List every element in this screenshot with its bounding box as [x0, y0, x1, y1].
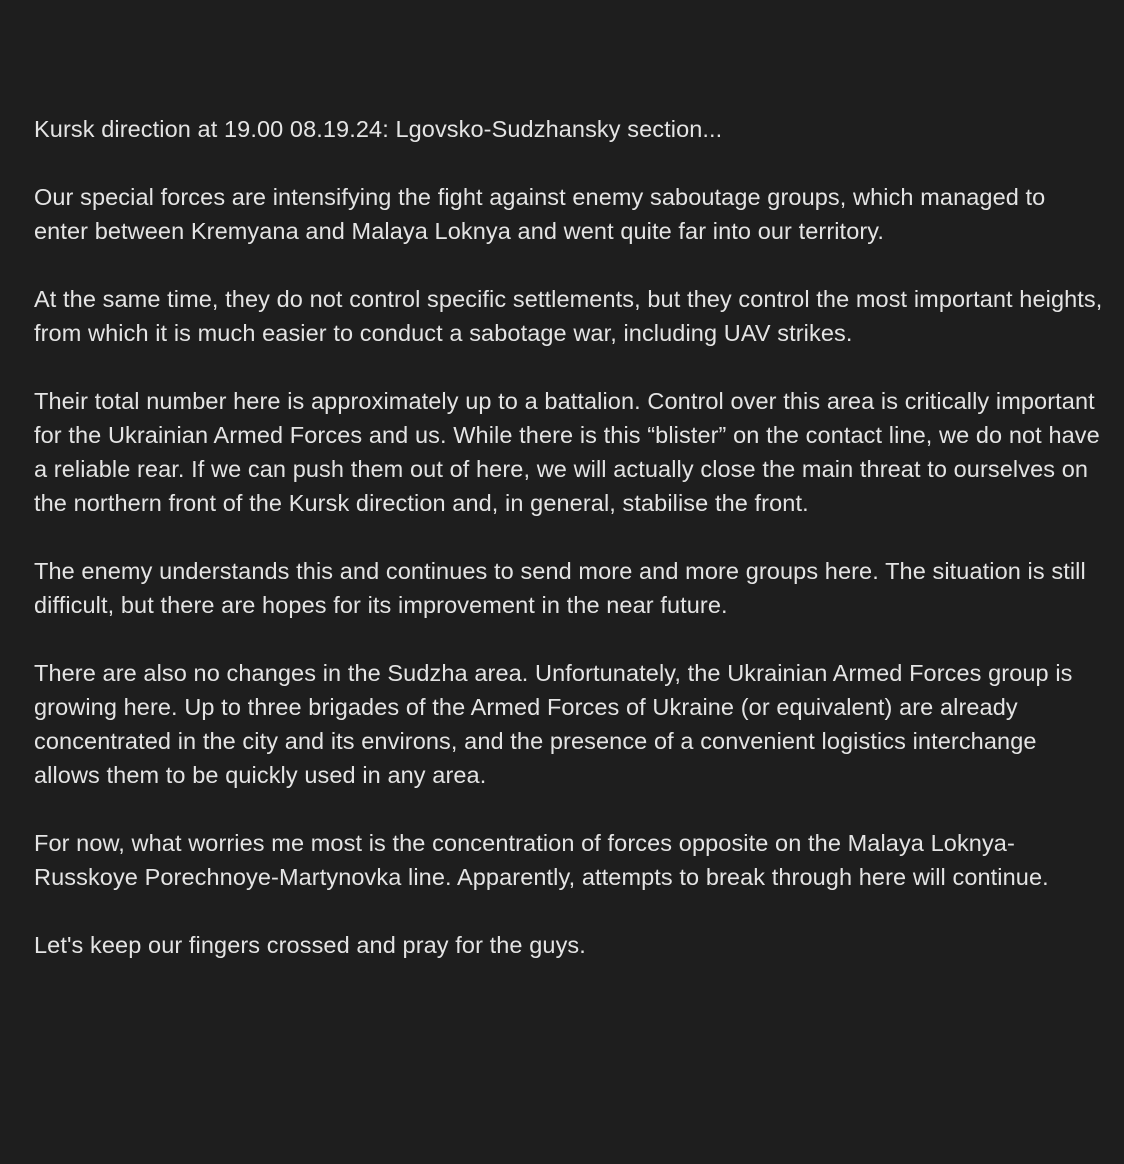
paragraph-closing: Let's keep our fingers crossed and pray for the guys. — [34, 932, 586, 958]
paragraph-heights: At the same time, they do not control specific settlements, but they control the most important heights, from which it is much easier to conduct a sabotage war, including UAV strikes. — [34, 286, 1103, 346]
paragraph-sudzha-area: There are also no changes in the Sudzha area. Unfortunately, the Ukrainian Armed Forces group is growing here. Up to three brigades of the Armed Forces of Ukraine (or equivalent) are already concentrated in the city and its environs, and the presence of a convenient logistics interchange allows them to be quickly used in any area. — [34, 660, 1073, 788]
note-body — [34, 112, 1104, 962]
note-heading-line: Kursk direction at 19.00 08.19.24: Lgovsko-Sudzhansky section... — [34, 116, 723, 142]
paragraph-concentration: For now, what worries me most is the concentration of forces opposite on the Malaya Loknya-Russkoye Porechnoye-Martynovka line. Apparently, attempts to break through here will continue. — [34, 830, 1049, 890]
paragraph-special-forces: Our special forces are intensifying the fight against enemy saboutage groups, which managed to enter between Kremyana and Malaya Loknya and went quite far into our territory. — [34, 184, 1046, 244]
paragraph-battalion: Their total number here is approximately up to a battalion. Control over this area is critically important for the Ukrainian Armed Forces and us. While there is this “blister” on the contact line, we do not have a reliable rear. If we can push them out of here, we will actually close the main threat to ourselves on the northern front of the Kursk direction and, in general, stabilise the front. — [34, 388, 1100, 516]
paragraph-enemy-groups: The enemy understands this and continues to send more and more groups here. The situation is still difficult, but there are hopes for its improvement in the near future. — [34, 558, 1086, 618]
